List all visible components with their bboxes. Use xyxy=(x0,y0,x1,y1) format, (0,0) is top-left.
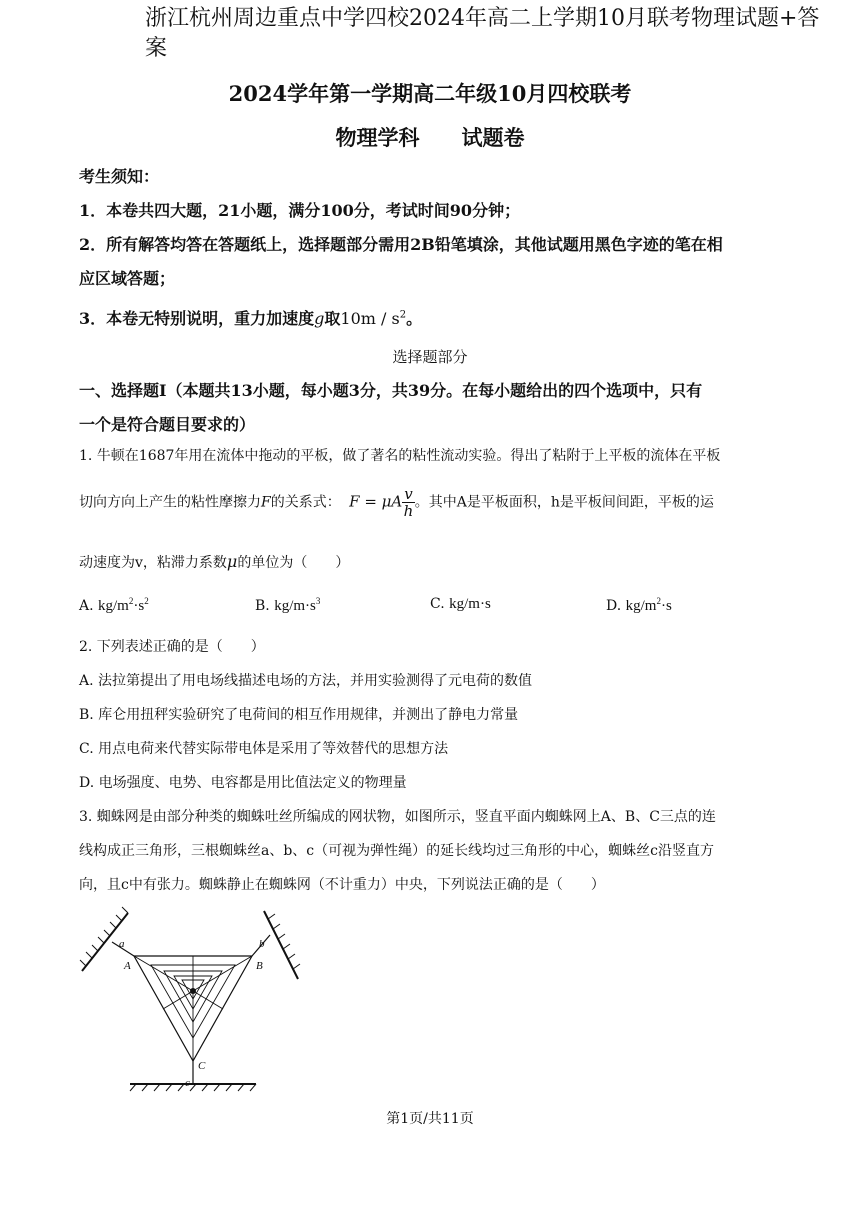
notice-item-3: 3．本卷无特别说明，重力加速度g取$10m / s^2$。 xyxy=(79,309,423,328)
notice-item-1: 1．本卷共四大题，21小题，满分100分，考试时间90分钟； xyxy=(79,201,521,220)
label-b: b xyxy=(259,938,265,950)
section-title: 选择题部分 xyxy=(392,348,468,366)
q1-option-d[interactable]: D. $kg/m^2\cdot s$ xyxy=(606,596,672,614)
q1-line1: 1. 牛顿在1687年用在流体中拖动的平板，做了著名的粘性流动实验。得出了粘附于上平板的流体在平板 xyxy=(79,448,721,464)
q1-formula: F = μA $\frac{v}{h}$ xyxy=(349,485,414,520)
notice-item-2a: 2．所有解答均答在答题纸上，选择题部分需用2B铅笔填涂，其他试题用黑色字迹的笔在相 xyxy=(79,235,723,254)
q3-line1: 3. 蜘蛛网是由部分种类的蜘蛛吐丝所编成的网状物，如图所示，竖直平面内蜘蛛网上A、B、C三点的连 xyxy=(79,809,716,825)
notice-heading: 考生须知： xyxy=(79,167,160,186)
q3-line2: 线构成正三角形，三根蜘蛛丝a、b、c（可视为弹性绳）的延长线均过三角形的中心，蜘蛛丝c沿竖直方 xyxy=(79,843,714,859)
notice-item-2b: 应区域答题； xyxy=(79,269,176,288)
label-c: c xyxy=(185,1077,190,1089)
label-a: a xyxy=(119,938,125,950)
q1-option-a[interactable]: A. $kg/m^2\cdot s^2$ xyxy=(79,596,149,614)
subject-title: 物理学科 试题卷 xyxy=(335,125,525,150)
label-B: B xyxy=(256,960,263,972)
q1-option-b[interactable]: B. $kg/m\cdot s^3$ xyxy=(255,596,321,614)
page-footer: 第1页/共11页 xyxy=(386,1111,474,1127)
q2-option-b[interactable]: B. 库仑用扭秤实验研究了电荷间的相互作用规律，并测出了静电力常量 xyxy=(79,707,519,723)
exam-title: 2024学年第一学期高二年级10月四校联考 xyxy=(228,81,632,106)
q2-stem: 2. 下列表述正确的是（ ） xyxy=(79,639,265,655)
label-A: A xyxy=(124,960,131,972)
q2-option-a[interactable]: A. 法拉第提出了用电场线描述电场的方法，并用实验测得了元电荷的数值 xyxy=(79,673,533,689)
q2-option-d[interactable]: D. 电场强度、电势、电容都是用比值法定义的物理量 xyxy=(79,775,407,791)
q1-line2: 切向方向上产生的粘性摩擦力F的关系式： F = μA $\frac{v}{h}$ 。其中A是平板面积，h是平板间间距，平板的运 xyxy=(79,485,714,520)
spider-web-figure xyxy=(78,905,308,1095)
part1-line1: 一、选择题Ⅰ（本题共13小题，每小题3分，共39分。在每小题给出的四个选项中，只有 xyxy=(79,381,703,400)
label-C: C xyxy=(198,1060,206,1072)
part1-line2: 一个是符合题目要求的） xyxy=(79,415,256,434)
document-title: 浙江杭州周边重点中学四校2024年高二上学期10月联考物理试题+答案 xyxy=(145,6,820,61)
q1-line3: 动速度为v，粘滞力系数μ的单位为（ ） xyxy=(79,552,350,571)
q3-line3: 向，且c中有张力。蜘蛛静止在蜘蛛网（不计重力）中央，下列说法正确的是（ ） xyxy=(79,877,605,893)
q1-option-c[interactable]: C. kg/m·s xyxy=(430,596,491,612)
q2-option-c[interactable]: C. 用点电荷来代替实际带电体是采用了等效替代的思想方法 xyxy=(79,741,449,757)
